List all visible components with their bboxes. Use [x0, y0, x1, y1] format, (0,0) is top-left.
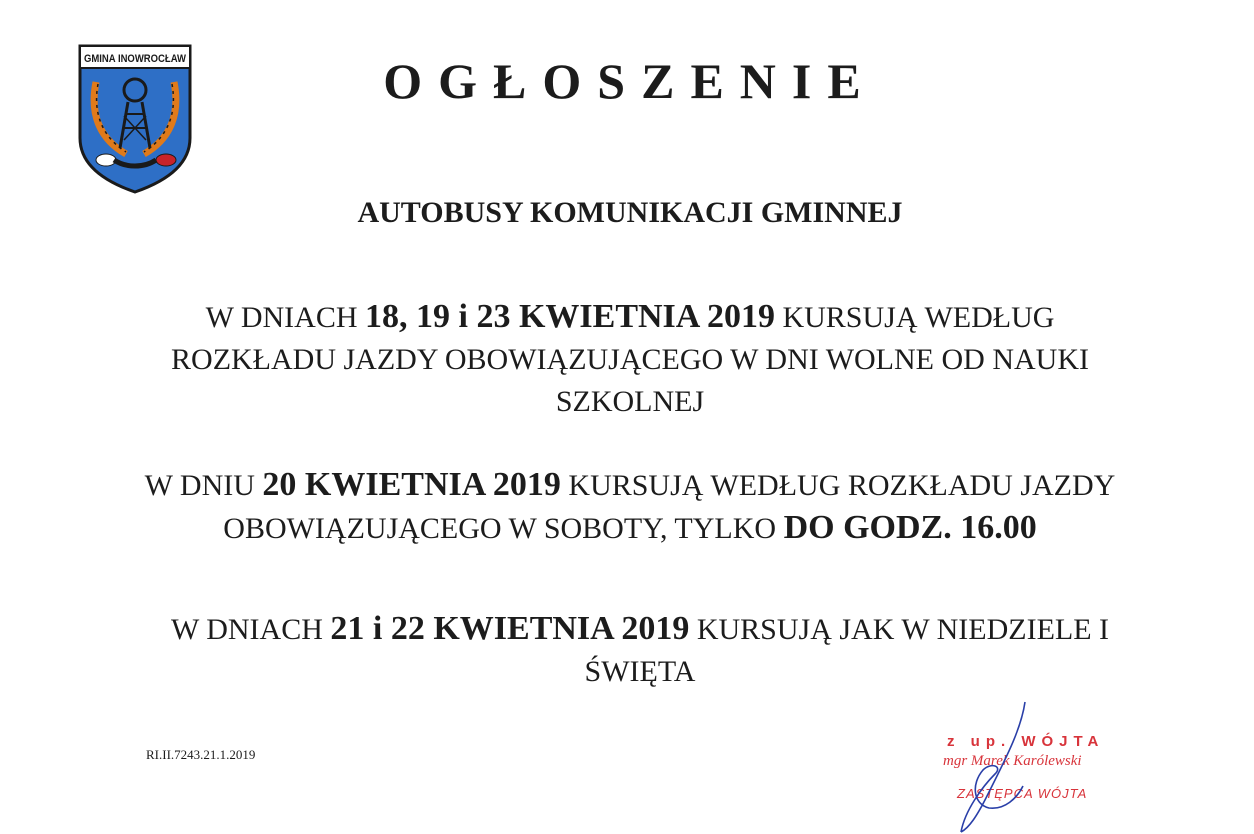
paragraph-3-text-end: KURSUJĄ JAK W NIEDZIELE I ŚWIĘTA — [584, 613, 1110, 688]
page-subtitle: AUTOBUSY KOMUNIKACJI GMINNEJ — [357, 196, 903, 229]
gmina-coat-of-arms-logo — [76, 42, 194, 194]
stamp-line-1: z up. WÓJTA — [947, 733, 1105, 750]
stamp-line-2: mgr Marek Karólewski — [943, 753, 1082, 769]
announcement-paragraph-1 — [120, 296, 1140, 423]
paragraph-3-dates: 21 i 22 KWIETNIA 2019 — [330, 610, 690, 647]
paragraph-3-text-start: W DNIACH — [170, 613, 331, 646]
paragraph-1-text-start: W DNIACH — [205, 301, 366, 334]
coat-of-arms-icon — [76, 42, 194, 194]
handwritten-signature — [925, 700, 1165, 834]
official-stamp — [925, 700, 1165, 834]
announcement-paragraph-2 — [100, 464, 1160, 550]
stamp-line-3: ZASTĘPCA WÓJTA — [957, 786, 1088, 801]
reference-number: RI.II.7243.21.1.2019 — [146, 747, 256, 762]
paragraph-1-text-end: KURSUJĄ WEDŁUG ROZKŁADU JAZDY OBOWIĄZUJĄCEGO W DNI WOLNE OD NAUKI SZKOLNEJ — [171, 301, 1089, 418]
paragraph-2-text-middle: KURSUJĄ WEDŁUG ROZKŁADU JAZDY OBOWIĄZUJĄCEGO W SOBOTY, TYLKO — [223, 469, 1116, 545]
paragraph-2-text-start: W DNIU — [144, 469, 263, 502]
paragraph-1-dates: 18, 19 i 23 KWIETNIA 2019 — [365, 298, 775, 335]
announcement-paragraph-3 — [120, 608, 1160, 693]
page-title: OGŁOSZENIE — [383, 53, 877, 109]
crest-banner-text: GMINA INOWROCŁAW — [84, 53, 187, 65]
paragraph-2-time-limit: DO GODZ. 16.00 — [783, 509, 1037, 546]
paragraph-2-date: 20 KWIETNIA 2019 — [262, 466, 561, 503]
